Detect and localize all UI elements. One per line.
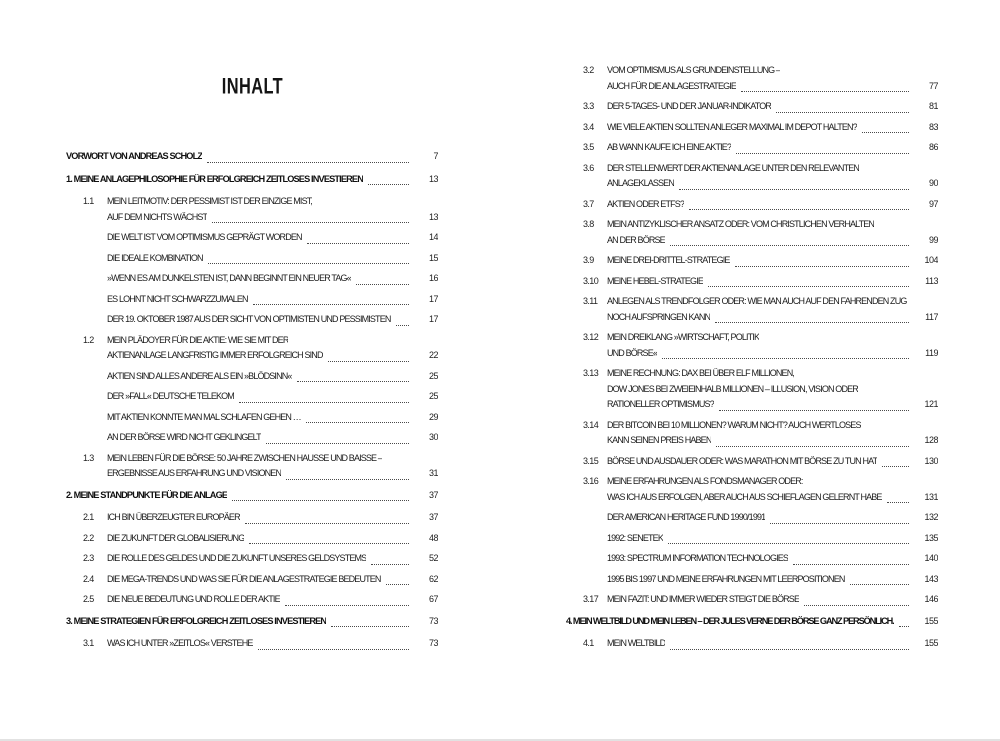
toc-line: [566, 79, 938, 95]
entry-text: DOW JONES BEI ZWEIEINHALB MILLIONEN – ILLUSION, VISION ODER: [607, 383, 858, 394]
entry-number: 3.16: [583, 476, 599, 486]
entry-number: 1.1: [83, 196, 94, 206]
toc-line: [66, 430, 438, 446]
dot-leader: [258, 648, 410, 650]
page-number: 22: [428, 350, 438, 360]
toc-entry: [66, 488, 438, 504]
toc-line: [566, 233, 938, 249]
page-number: 7: [433, 151, 438, 161]
toc-line: [66, 312, 438, 328]
entry-text: DIE ROLLE DES GELDES UND DIE ZUKUNFT UNSERES GELDSYSTEMS: [107, 553, 367, 563]
page-number: 155: [924, 615, 938, 626]
toc-line: [66, 210, 438, 226]
toc-entry: [66, 230, 438, 246]
entry-text: DER STELLENWERT DER AKTIENANLAGE UNTER DEN RELEVANTEN: [607, 162, 860, 173]
entry-text: 4. MEIN WELTBILD UND MEIN LEBEN – DER JULES VERNE DER BÖRSE GANZ PERSÖNLICH.: [566, 615, 894, 626]
toc-entry: [66, 572, 438, 588]
toc-entry: [66, 194, 438, 225]
page-number: 14: [428, 232, 438, 242]
toc-line: [66, 572, 438, 588]
toc-entry: [566, 274, 938, 290]
dot-leader: [249, 542, 409, 544]
toc-line: [566, 253, 938, 269]
dot-leader: [715, 321, 909, 323]
page-number: 77: [928, 80, 938, 91]
toc-line: [566, 510, 938, 526]
toc-entry: [66, 312, 438, 328]
entry-text: DIE MEGA-TRENDS UND WAS SIE FÜR DIE ANLAGESTRATEGIE BEDEUTEN: [107, 573, 381, 584]
entry-text: DIE ZUKUNFT DER GLOBALISIERUNG: [107, 532, 245, 543]
dot-leader: [396, 324, 410, 326]
toc-entry: [66, 410, 438, 426]
dot-leader: [668, 542, 909, 544]
toc-entry: [66, 592, 438, 608]
page-number: 140: [924, 553, 938, 563]
entry-number: 3.3: [583, 101, 594, 111]
toc-entry: [566, 592, 938, 608]
entry-number: 3.8: [583, 219, 594, 229]
entry-text: WIE VIELE AKTIEN SOLLTEN ANLEGER MAXIMAL IM DEPOT HALTEN?: [607, 121, 857, 132]
page-number: 130: [924, 455, 938, 466]
entry-text: DIE NEUE BEDEUTUNG UND ROLLE DER AKTIE: [107, 594, 280, 604]
toc-entry: [566, 474, 938, 505]
toc-line: [66, 551, 438, 567]
page-number: 73: [428, 615, 438, 626]
toc-entry: [566, 614, 938, 630]
page-number: 155: [924, 638, 938, 648]
toc-line: [66, 194, 438, 210]
toc-entry: [66, 149, 438, 165]
page-number: 30: [428, 432, 438, 442]
page-number: 62: [428, 573, 438, 584]
dot-leader: [306, 421, 409, 423]
dot-leader: [328, 360, 409, 362]
entry-text: MEINE HEBEL-STRATEGIE: [607, 275, 704, 286]
toc-line: [566, 161, 938, 177]
entry-text: AKTIEN ODER ETFS?: [607, 198, 685, 209]
toc-column-right: [566, 63, 938, 657]
page-number: 25: [428, 391, 438, 401]
toc-line: [566, 294, 938, 310]
entry-text: ES LOHNT NICHT SCHWARZZUMALEN: [107, 293, 248, 304]
entry-text: MEIN ANTIZYKLISCHER ANSATZ ODER: VOM CHRISTLICHEN VERHALTEN: [607, 219, 875, 229]
toc-line: [566, 551, 938, 567]
toc-line: [66, 592, 438, 608]
entry-number: 3.4: [583, 121, 594, 132]
entry-text: ANLAGEKLASSEN: [607, 178, 674, 188]
entry-text: ERGEBNISSE AUS ERFAHRUNG UND VISIONEN: [107, 468, 282, 478]
toc-entry: [66, 614, 438, 630]
toc-line: [566, 140, 938, 156]
toc-line: [66, 410, 438, 426]
page-number: 97: [928, 198, 938, 209]
dot-leader: [882, 465, 909, 467]
entry-number: 3.12: [583, 332, 599, 342]
entry-text: AB WANN KAUFE ICH EINE AKTIE?: [607, 142, 732, 152]
toc-line: [566, 217, 938, 233]
page-number: 143: [924, 573, 938, 584]
entry-text: MEINE ERFAHRUNGEN ALS FONDSMANAGER ODER:: [607, 476, 803, 486]
toc-line: [66, 172, 438, 188]
toc-line: [566, 366, 938, 382]
dot-leader: [887, 501, 909, 503]
entry-text: 1992: SENETEK: [607, 532, 663, 543]
entry-number: 3.7: [583, 198, 594, 209]
page-number: 13: [428, 211, 438, 222]
entry-text: WAS ICH UNTER »ZEITLOS« VERSTEHE: [107, 638, 253, 648]
page-number: 29: [428, 411, 438, 422]
toc-line: [66, 614, 438, 630]
entry-text: DIE IDEALE KOMBINATION: [107, 252, 203, 263]
dot-leader: [245, 522, 409, 524]
toc-line: [66, 531, 438, 547]
page-number: 16: [428, 273, 438, 283]
entry-text: NOCH AUFSPRINGEN KANN: [607, 311, 711, 322]
toc-entry: [566, 366, 938, 413]
toc-line: [66, 251, 438, 267]
entry-number: 3.10: [583, 275, 599, 286]
toc-entry: [66, 389, 438, 405]
dot-leader: [331, 625, 409, 627]
entry-text: KANN SEINEN PREIS HABEN: [607, 435, 712, 445]
entry-text: MEIN DREIKLANG »WIRTSCHAFT, POLITIK: [607, 332, 760, 342]
entry-text: 1995 BIS 1997 UND MEINE ERFAHRUNGEN MIT LEERPOSITIONEN: [607, 573, 845, 584]
dot-leader: [253, 303, 409, 305]
dot-leader: [776, 111, 909, 113]
dot-leader: [899, 625, 909, 627]
dot-leader: [356, 283, 409, 285]
toc-line: [566, 592, 938, 608]
page-title: [66, 76, 438, 99]
dot-leader: [679, 188, 909, 190]
entry-number: 3.9: [583, 255, 594, 265]
entry-text: 1993: SPECTRUM INFORMATION TECHNOLOGIES: [607, 553, 789, 563]
toc-line: [566, 197, 938, 213]
toc-line: [566, 454, 938, 470]
toc-line: [566, 330, 938, 346]
toc-entry: [566, 454, 938, 470]
page-number: 86: [928, 142, 938, 152]
toc-line: [566, 63, 938, 79]
entry-number: 2.3: [83, 553, 94, 563]
dot-leader: [736, 152, 909, 154]
dot-leader: [386, 583, 409, 585]
entry-text: AUCH FÜR DIE ANLAGESTRATEGIE: [607, 80, 737, 91]
toc-line: [66, 369, 438, 385]
entry-number: 3.6: [583, 162, 594, 173]
entry-text: BÖRSE UND AUSDAUER ODER: WAS MARATHON MIT BÖRSE ZU TUN HAT: [607, 455, 878, 466]
toc-line: [566, 346, 938, 362]
toc-line: [66, 292, 438, 308]
entry-text: DER »FALL« DEUTSCHE TELEKOM: [107, 391, 234, 401]
toc-line: [566, 572, 938, 588]
entry-text: MIT AKTIEN KONNTE MAN MAL SCHLAFEN GEHEN …: [107, 411, 301, 422]
toc-entry: [566, 197, 938, 213]
dot-leader: [286, 478, 409, 480]
dot-leader: [232, 499, 409, 501]
toc-line: [566, 99, 938, 115]
page-number: 104: [924, 255, 938, 265]
entry-number: 3.5: [583, 142, 594, 152]
toc-line: [566, 636, 938, 652]
dot-leader: [804, 604, 909, 606]
entry-text: AN DER BÖRSE: [607, 234, 665, 245]
entry-text: »WENN ES AM DUNKELSTEN IST, DANN BEGINNT EIN NEUER TAG«: [107, 273, 351, 283]
dot-leader: [719, 409, 909, 411]
page-number: 99: [928, 234, 938, 245]
page-number: 31: [428, 468, 438, 478]
entry-text: MEIN PLÄDOYER FÜR DIE AKTIE: WIE SIE MIT DER: [107, 334, 289, 345]
page-number: 81: [928, 101, 938, 111]
dot-leader: [368, 183, 409, 185]
entry-number: 3.15: [583, 455, 599, 466]
dot-leader: [285, 604, 409, 606]
page-number: 132: [924, 512, 938, 522]
toc-entry: [566, 140, 938, 156]
toc-line: [566, 474, 938, 490]
toc-line: [66, 271, 438, 287]
dot-leader: [793, 563, 909, 565]
toc-entry: [566, 253, 938, 269]
page-number: 17: [428, 314, 438, 324]
entry-text: RATIONELLER OPTIMISMUS?: [607, 399, 714, 409]
toc-entry: [566, 120, 938, 136]
entry-text: ICH BIN ÜBERZEUGTER EUROPÄER: [107, 512, 240, 522]
entry-number: 2.5: [83, 594, 94, 604]
dot-leader: [670, 648, 909, 650]
toc-entry: [566, 294, 938, 325]
page-number: 73: [428, 638, 438, 648]
toc-line: [566, 614, 938, 630]
entry-text: 2. MEINE STANDPUNKTE FÜR DIE ANLAGE: [66, 489, 228, 500]
entry-text: MEINE DREI-DRITTEL-STRATEGIE: [607, 255, 730, 265]
toc-entry: [566, 636, 938, 652]
entry-text: MEIN LEBEN FÜR DIE BÖRSE: 50 JAHRE ZWISCHEN HAUSSE UND BAISSE –: [107, 452, 383, 463]
entry-text: AKTIENANLAGE LANGFRISTIG IMMER ERFOLGREICH SIND: [107, 350, 323, 360]
toc-line: [566, 531, 938, 547]
toc-line: [566, 120, 938, 136]
dot-leader: [266, 442, 409, 444]
entry-number: 3.17: [583, 594, 599, 604]
page-number: 119: [925, 347, 938, 358]
page-number: 113: [925, 275, 938, 286]
entry-number: 3.1: [83, 638, 94, 648]
entry-text: DER 5-TAGES- UND DER JANUAR-INDIKATOR: [607, 101, 772, 111]
toc-line: [566, 397, 938, 413]
page-number: 90: [928, 178, 938, 188]
entry-number: 3.14: [583, 419, 599, 430]
entry-text: 1. MEINE ANLAGEPHILOSOPHIE FÜR ERFOLGREICH ZEITLOSES INVESTIEREN: [66, 173, 363, 184]
toc-line: [66, 230, 438, 246]
entry-text: MEINE RECHNUNG: DAX BEI ÜBER ELF MILLIONEN,: [607, 368, 794, 378]
dot-leader: [239, 401, 409, 403]
toc-entry: [66, 333, 438, 364]
toc-line: [66, 389, 438, 405]
page-number: 135: [924, 532, 938, 543]
entry-number: 2.2: [83, 532, 94, 543]
toc-entry: [66, 531, 438, 547]
entry-number: 4.1: [583, 638, 594, 648]
entry-number: 2.4: [83, 573, 94, 584]
toc-entry: [566, 330, 938, 361]
page-number: 121: [924, 399, 938, 409]
toc-line: [66, 466, 438, 482]
dot-leader: [662, 357, 909, 359]
toc-line: [66, 333, 438, 349]
entry-text: DER BITCOIN BEI 10 MILLIONEN? WARUM NICHT? AUCH WERTLOSES: [607, 419, 861, 430]
dot-leader: [689, 208, 909, 210]
toc-line: [566, 274, 938, 290]
entry-text: AUF DEM NICHTS WÄCHST: [107, 211, 208, 222]
page-number: 128: [924, 435, 938, 445]
page-number: 117: [925, 311, 938, 322]
page-number: 13: [428, 173, 438, 184]
toc-entry: [566, 551, 938, 567]
dot-leader: [212, 221, 409, 223]
dot-leader: [735, 265, 909, 267]
entry-text: DIE WELT IST VOM OPTIMISMUS GEPRÄGT WORDEN: [107, 232, 302, 242]
toc-entry: [66, 172, 438, 188]
toc-entry: [66, 636, 438, 652]
toc-line: [66, 149, 438, 165]
dot-leader: [670, 244, 909, 246]
entry-text: AN DER BÖRSE WIRD NICHT GEKLINGELT: [107, 432, 261, 442]
entry-number: 3.2: [583, 65, 594, 75]
dot-leader: [297, 380, 409, 382]
toc-entry: [566, 217, 938, 248]
toc-entry: [66, 292, 438, 308]
page-number: 37: [428, 489, 438, 500]
entry-text: DER AMERICAN HERITAGE FUND 1990/1991: [607, 512, 766, 522]
dot-leader: [741, 90, 909, 92]
toc-line: [566, 310, 938, 326]
toc-line: [66, 636, 438, 652]
dot-leader: [862, 131, 909, 133]
toc-line: [566, 490, 938, 506]
toc-entry: [566, 418, 938, 449]
toc-entry: [66, 369, 438, 385]
page-number: 25: [428, 370, 438, 381]
entry-number: 3.13: [583, 368, 599, 378]
dot-leader: [708, 285, 909, 287]
page-title-text: INHALT: [221, 74, 283, 100]
dot-leader: [207, 161, 409, 163]
dot-leader: [371, 563, 409, 565]
page-number: 48: [428, 532, 438, 543]
entry-number: 1.2: [83, 334, 94, 345]
toc-line: [566, 433, 938, 449]
entry-text: MEIN WELTBILD: [607, 638, 666, 648]
entry-text: WAS ICH AUS ERFOLGEN, ABER AUCH AUS SCHIEFLAGEN GELERNT HABE: [607, 491, 882, 502]
toc-line: [66, 488, 438, 504]
toc-entry: [566, 63, 938, 94]
toc-line: [566, 382, 938, 398]
page-number: 37: [428, 512, 438, 522]
toc-entry: [66, 251, 438, 267]
page-number: 146: [924, 594, 938, 604]
toc-entry: [66, 271, 438, 287]
toc-entry: [66, 430, 438, 446]
toc-entry: [566, 572, 938, 588]
entry-text: VOM OPTIMISMUS ALS GRUNDEINSTELLUNG –: [607, 65, 781, 75]
entry-text: MEIN LEITMOTIV: DER PESSIMIST IST DER EINZIGE MIST,: [107, 196, 313, 206]
toc-line: [566, 176, 938, 192]
toc-entry: [66, 551, 438, 567]
toc-entry: [566, 531, 938, 547]
entry-text: 3. MEINE STRATEGIEN FÜR ERFOLGREICH ZEITLOSES INVESTIEREN: [66, 615, 327, 626]
entry-text: ANLEGEN ALS TRENDFOLGER ODER: WIE MAN AUCH AUF DEN FAHRENDEN ZUG: [607, 296, 907, 306]
entry-text: AKTIEN SIND ALLES ANDERE ALS EIN »BLÖDSINN«: [107, 370, 292, 381]
toc-entry: [566, 161, 938, 192]
entry-text: VORWORT VON ANDREAS SCHOLZ: [66, 151, 203, 161]
page-number: 15: [428, 252, 438, 263]
page-number: 83: [928, 121, 938, 132]
toc-entry: [66, 510, 438, 526]
entry-number: 3.11: [583, 296, 598, 306]
entry-text: UND BÖRSE«: [607, 347, 658, 358]
dot-leader: [208, 262, 409, 264]
toc-entry: [566, 510, 938, 526]
toc-line: [66, 451, 438, 467]
dot-leader: [770, 522, 909, 524]
entry-text: DER 19. OKTOBER 1987 AUS DER SICHT VON OPTIMISTEN UND PESSIMISTEN: [107, 314, 391, 324]
entry-number: 2.1: [83, 512, 94, 522]
page-number: 52: [428, 553, 438, 563]
entry-number: 1.3: [83, 452, 94, 463]
toc-entry: [566, 99, 938, 115]
toc-line: [66, 348, 438, 364]
page-number: 67: [428, 594, 438, 604]
toc-line: [566, 418, 938, 434]
entry-text: MEIN FAZIT: UND IMMER WIEDER STEIGT DIE BÖRSE: [607, 594, 800, 604]
toc-column-left: [66, 149, 438, 657]
page-number: 131: [924, 491, 938, 502]
dot-leader: [716, 445, 909, 447]
page-number: 17: [428, 293, 438, 304]
toc-line: [66, 510, 438, 526]
dot-leader: [307, 242, 409, 244]
toc-entry: [66, 451, 438, 482]
dot-leader: [850, 583, 909, 585]
